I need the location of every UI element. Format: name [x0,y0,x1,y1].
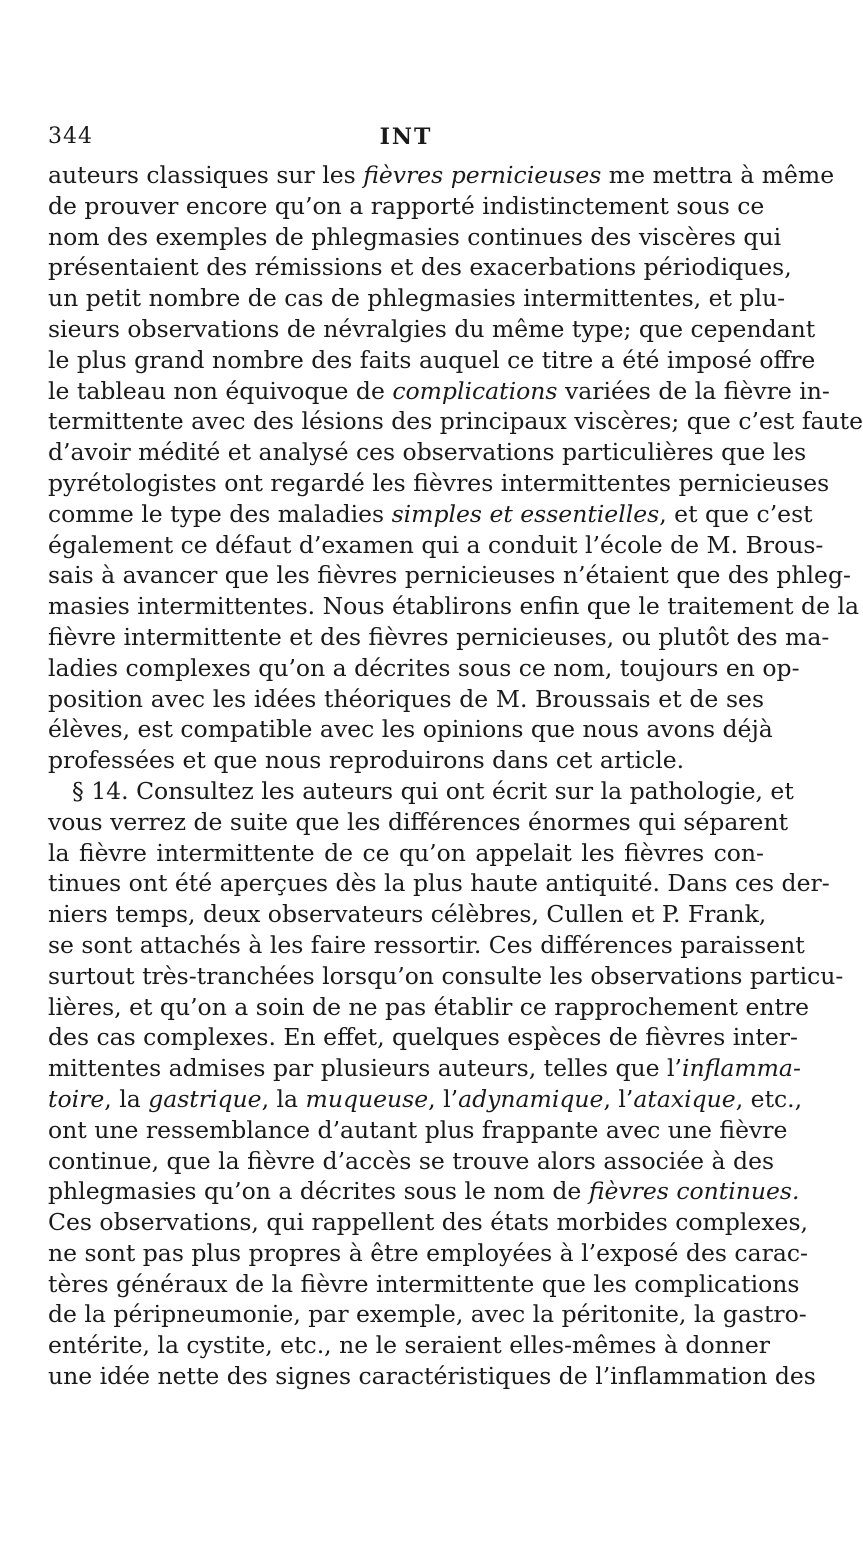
text-run: pyrétologistes ont regardé les fièvres intermittentes pernicieuses [48,468,830,497]
italic-run: toire [48,1084,105,1113]
text-run: de la péripneumonie, par exemple, avec la péritonite, la gastro- [48,1300,807,1329]
text-line [48,1238,808,1269]
text-line [48,838,764,869]
italic-run: inflamma- [682,1054,801,1083]
text-run: une idée nette des signes caractéristiques de l’inflammation des [48,1362,816,1391]
text-line [48,684,764,715]
text-line [48,1084,803,1115]
text-run: sais à avancer que les fièvres pernicieuses n’étaient que des phleg- [48,561,851,590]
text-run: ont une ressemblance d’autant plus frappante avec une fièvre [48,1115,788,1144]
text-run: entérite, la cystite, etc., ne le seraient elles-mêmes à donner [48,1331,771,1360]
text-line [48,1146,775,1177]
text-line [48,961,844,992]
text-run: position avec les idées théoriques de M. Broussais et de ses [48,684,764,713]
text-run: , la [261,1084,306,1113]
text-line [48,807,789,838]
italic-run: fièvres continues. [588,1177,800,1206]
text-line [48,283,786,314]
text-line [48,1361,816,1392]
text-line [48,1299,807,1330]
text-run: nom des exemples de phlegmasies continues des viscères qui [48,222,782,251]
text-line [48,345,816,376]
italic-run: gastrique [148,1084,262,1113]
body-text [48,160,863,1392]
text-run: , l’ [428,1084,459,1113]
text-run: ladies complexes qu’on a décrites sous ce nom, toujours en op- [48,653,800,682]
text-run: sieurs observations de névralgies du même type; que cependant [48,314,816,343]
text-run: des cas complexes. En effet, quelques espèces de fièvres inter- [48,1023,798,1052]
text-line [48,1207,808,1238]
text-line [48,1022,798,1053]
text-line [48,222,782,253]
text-run: , etc., [735,1084,803,1113]
text-run: se sont attachés à les faire ressortir. Ces différences paraissent [48,930,805,959]
text-line [48,745,764,776]
text-line [48,252,792,283]
text-run: la fièvre intermittente de ce qu’on appelait les fièvres con- [48,838,764,867]
text-run: le plus grand nombre des faits auquel ce titre a été imposé offre [48,345,816,374]
text-run: professées et que nous reproduirons dans cet article. [48,746,685,775]
text-line [48,1115,788,1146]
italic-run: adynamique [458,1084,604,1113]
text-line [48,992,810,1023]
text-line [48,530,824,561]
text-run: , l’ [603,1084,634,1113]
text-run: surtout très-tranchées lorsqu’on consulte les observations particu- [48,961,844,990]
text-line [48,1053,801,1084]
text-line [48,560,851,591]
italic-run: ataxique [633,1084,736,1113]
page-number: 344 [48,124,93,149]
text-run: d’avoir médité et analysé ces observations particulières que les [48,438,807,467]
text-run: § 14. Consultez les auteurs qui ont écrit sur la pathologie, et [72,776,794,805]
text-run: Ces observations, qui rappellent des états morbides complexes, [48,1208,808,1237]
text-line [48,468,830,499]
text-line [48,314,816,345]
text-run: également ce défaut d’examen qui a conduit l’école de M. Brous- [48,530,824,559]
text-run: tères généraux de la fièvre intermittente que les complications [48,1269,800,1298]
text-run: continue, que la fièvre d’accès se trouve alors associée à des [48,1146,775,1175]
text-line [48,899,767,930]
text-run: me mettra à même [601,161,835,189]
text-line [48,376,830,407]
text-line [48,1269,800,1300]
text-run: phlegmasies qu’on a décrites sous le nom de [48,1177,589,1206]
text-line [48,1330,771,1361]
text-line [48,653,800,684]
text-run: comme le type des maladies [48,499,392,528]
text-line [48,437,807,468]
text-run: , et que c’est [659,499,813,528]
text-line [48,1176,800,1207]
italic-run: muqueuse [305,1084,429,1113]
italic-run: fièvres pernicieuses [363,161,602,189]
text-run: le tableau non équivoque de [48,376,393,405]
text-line [48,622,830,653]
text-line [48,160,835,191]
text-line [48,930,805,961]
text-run: de prouver encore qu’on a rapporté indistinctement sous ce [48,191,765,220]
text-run: termittente avec des lésions des principaux viscères; que c’est faute [48,407,863,436]
text-run: fièvre intermittente et des fièvres pernicieuses, ou plutôt des ma- [48,622,830,651]
text-run: vous verrez de suite que les différences énormes qui séparent [48,807,789,836]
text-line [48,499,813,530]
text-line [48,406,863,437]
text-run: masies intermittentes. Nous établirons enfin que le traitement de la [48,592,859,621]
text-line [48,776,794,807]
text-line [48,591,859,622]
text-run: élèves, est compatible avec les opinions que nous avons déjà [48,715,773,744]
text-run: ne sont pas plus propres à être employées à l’exposé des carac- [48,1238,808,1267]
text-line [48,714,773,745]
text-run: variées de la fièvre in- [557,376,830,405]
text-run: lières, et qu’on a soin de ne pas établir ce rapprochement entre [48,992,810,1021]
italic-run: complications [392,376,558,405]
text-line [48,191,764,222]
text-run: présentaient des rémissions et des exacerbations périodiques, [48,253,792,282]
text-run: auteurs classiques sur les [48,161,364,189]
text-run: , la [104,1084,149,1113]
text-run: mittentes admises par plusieurs auteurs, telles que l’ [48,1054,683,1083]
text-run: tinues ont été aperçues dès la plus haute antiquité. Dans ces der- [48,869,830,898]
text-line [48,868,830,899]
text-run: niers temps, deux observateurs célèbres, Cullen et P. Frank, [48,900,767,929]
running-head: INT [379,124,433,150]
italic-run: simples et essentielles [391,499,660,528]
page-header [48,124,764,158]
text-run: un petit nombre de cas de phlegmasies intermittentes, et plu- [48,284,786,313]
